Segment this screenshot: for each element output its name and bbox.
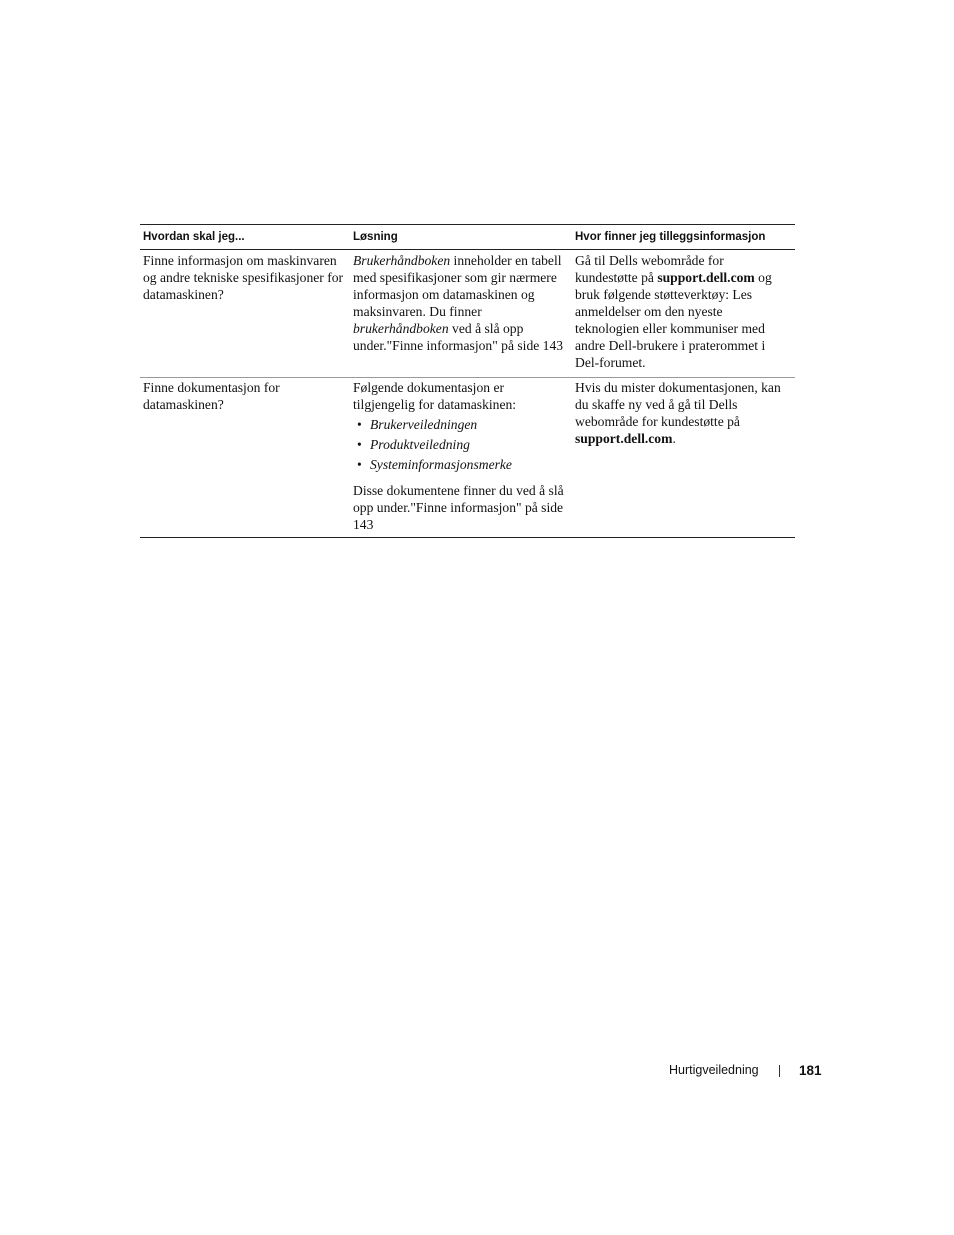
row1-info-text-end: og bruk følgende støtteverktøy: Les anmeldelser om den nyeste teknologien eller kommuniser med andre Dell-brukere i praterommet i Del-forumet.	[575, 270, 772, 370]
list-item	[353, 456, 566, 476]
list-item	[353, 416, 566, 436]
table-row	[140, 250, 795, 377]
list-item-label: Brukerveiledningen	[370, 417, 478, 432]
row1-solution-text: inneholder en tabell med spesifikasjoner som gir nærmere informasjon om datamaskinen og maksinvaren. Du finner	[353, 253, 562, 319]
bullet-icon: •	[357, 457, 362, 472]
row2-solution-after: Disse dokumentene finner du ved å slå opp under."Finne informasjon" på side 143	[353, 483, 564, 532]
row2-question: Finne dokumentasjon for datamaskinen?	[143, 380, 280, 412]
user-guide-ref: brukerhåndboken	[353, 321, 449, 336]
bullet-icon: •	[357, 417, 362, 432]
header-more-info: Hvor finner jeg tilleggsinformasjon	[575, 231, 766, 243]
table-header-row	[140, 225, 795, 250]
list-item	[353, 436, 566, 456]
support-link[interactable]: support.dell.com	[657, 270, 755, 285]
page-number: 181	[799, 1062, 822, 1078]
row1-question: Finne informasjon om maskinvaren og andre tekniske spesifikasjoner for datamaskinen?	[143, 253, 344, 302]
footer-section-title: Hurtigveiledning	[669, 1063, 759, 1077]
header-solution: Løsning	[353, 231, 398, 243]
user-guide-title: Brukerhåndboken	[353, 253, 451, 268]
row2-solution-intro: Følgende dokumentasjon er tilgjengelig for datamaskinen:	[353, 380, 517, 412]
header-how-to: Hvordan skal jeg...	[143, 231, 245, 243]
row2-more-info	[572, 379, 795, 537]
footer-separator	[779, 1065, 780, 1077]
list-item-label: Produktveiledning	[370, 437, 470, 452]
row1-solution	[350, 252, 572, 377]
row2-info-text-end: .	[672, 431, 676, 446]
support-link[interactable]: support.dell.com	[575, 431, 673, 446]
list-item-label: Systeminformasjonsmerke	[370, 457, 512, 472]
row2-solution	[350, 379, 572, 537]
row1-info-text: Gå til Dells webområde for kundestøtte på	[575, 253, 724, 285]
documentation-list	[353, 416, 566, 476]
info-table	[140, 224, 795, 538]
row1-solution-text-end: ved å slå opp under."Finne informasjon" på side 143	[353, 321, 564, 353]
table-row	[140, 377, 795, 537]
bullet-icon: •	[357, 437, 362, 452]
row1-more-info	[572, 252, 795, 377]
row2-info-text: Hvis du mister dokumentasjonen, kan du skaffe ny ved å gå til Dells webområde for kundestøtte på	[575, 380, 781, 429]
